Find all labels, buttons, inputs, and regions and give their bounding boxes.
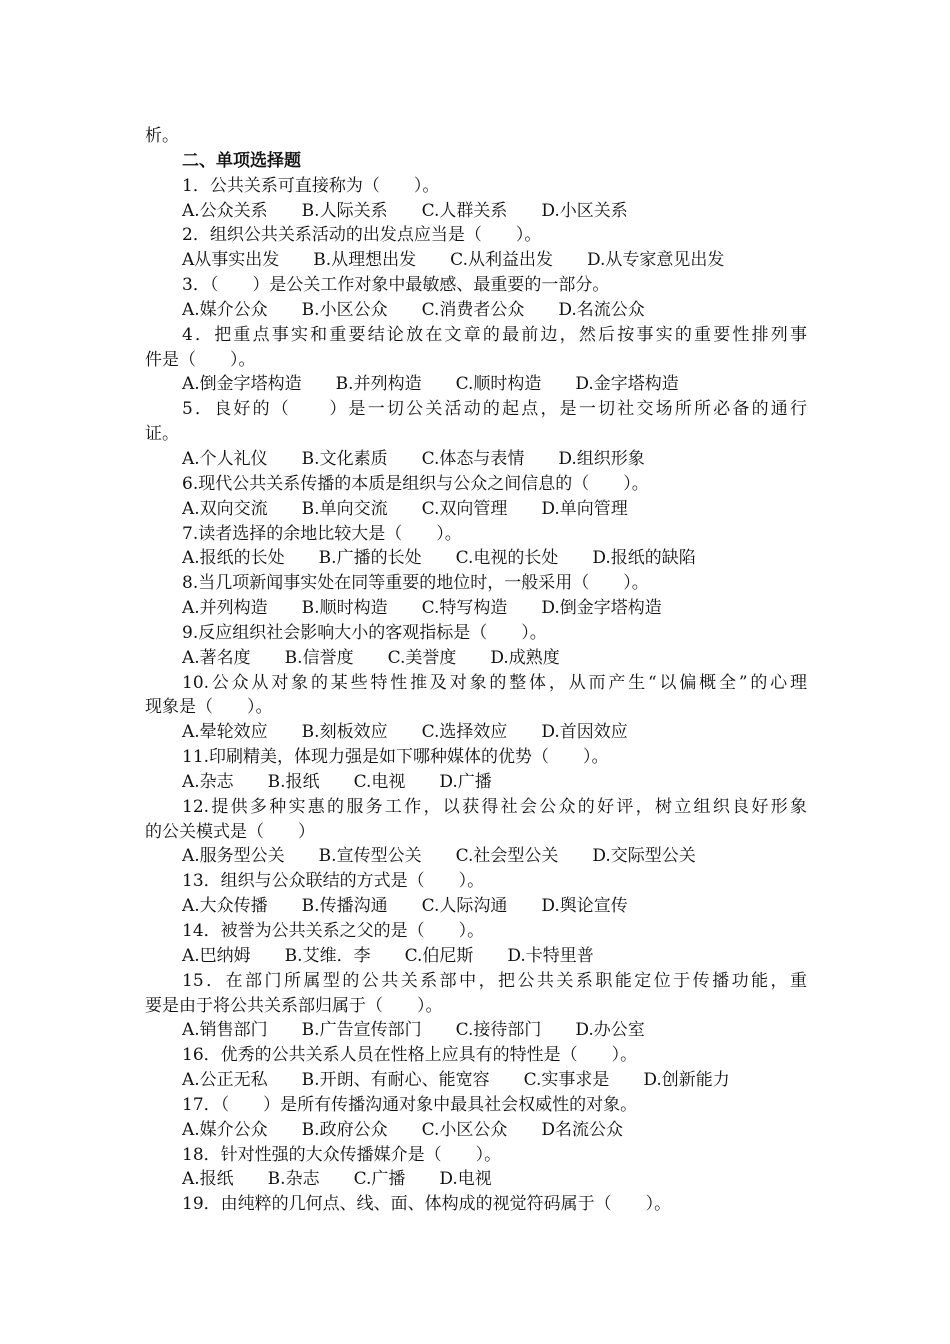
text-line: A.倒金字塔构造 B.并列构造 C.顺时构造 D.金字塔构造: [182, 374, 679, 395]
text-line: A.服务型公关 B.宣传型公关 C.社会型公关 D.交际型公关: [182, 846, 696, 867]
text-line: 4．把重点事实和重要结论放在文章的最前边，然后按事实的重要性排列事: [182, 324, 807, 345]
text-line: A.报纸的长处 B.广播的长处 C.电视的长处 D.报纸的缺陷: [182, 548, 696, 569]
text-line: 1．公共关系可直接称为（ ）。: [182, 175, 440, 196]
text-line: 12.提供多种实惠的服务工作，以获得社会公众的好评，树立组织良好形象: [182, 796, 807, 817]
text-line: 13．组织与公众联结的方式是（ ）。: [182, 871, 485, 892]
text-line: 3．（ ）是公关工作对象中最敏感、最重要的一部分。: [182, 275, 610, 296]
text-line: 现象是（ ）。: [145, 697, 273, 718]
document-body: [145, 124, 807, 1217]
text-line: A.晕轮效应 B.刻板效应 C.选择效应 D.首因效应: [182, 722, 628, 743]
text-line: A.双向交流 B.单向交流 C.双向管理 D.单向管理: [182, 498, 628, 519]
text-line: 14．被誉为公共关系之父的是（ ）。: [182, 921, 485, 941]
text-line: A.报纸 B.杂志 C.广播 D.电视: [182, 1169, 492, 1190]
text-line: 要是由于将公共关系部归属于（ ）。: [145, 995, 443, 1016]
text-line: 证。: [145, 424, 179, 445]
text-line: 7.读者选择的余地比较大是（ ）。: [182, 523, 462, 544]
text-line: A.个人礼仪 B.文化素质 C.体态与表情 D.组织形象: [182, 448, 645, 469]
text-line: 10.公众从对象的某些特性推及对象的整体，从而产生“以偏概全”的心理: [182, 672, 807, 693]
text-line: 2．组织公共关系活动的出发点应当是（ ）。: [182, 225, 542, 246]
text-line: 8.当几项新闻事实处在同等重要的地位时，一般采用（ ）。: [182, 573, 649, 594]
text-line: 6.现代公共关系传播的本质是组织与公众之间信息的（ ）。: [182, 473, 649, 494]
text-line: A.并列构造 B.顺时构造 C.特写构造 D.倒金字塔构造: [182, 598, 662, 619]
text-line: A.杂志 B.报纸 C.电视 D.广播: [182, 771, 492, 792]
text-line: A.著名度 B.信誉度 C.美誉度 D.成熟度: [182, 647, 560, 668]
text-line: 的公关模式是（ ）: [145, 821, 315, 842]
text-line: A.媒介公众 B.政府公众 C.小区公众 D名流公众: [182, 1119, 624, 1140]
text-line: 5．良好的（ ）是一切公关活动的起点，是一切社交场所所必备的通行: [182, 399, 807, 420]
text-line: 16．优秀的公共关系人员在性格上应具有的特性是（ ）。: [182, 1045, 638, 1066]
section-heading: 二、单项选择题: [182, 150, 301, 171]
text-line: A.大众传播 B.传播沟通 C.人际沟通 D.舆论宣传: [182, 896, 628, 917]
text-line: 15．在部门所属型的公共关系部中，把公共关系职能定位于传播功能，重: [182, 970, 807, 991]
text-line: A从事实出发 B.从理想出发 C.从利益出发 D.从专家意见出发: [182, 250, 725, 271]
text-line: 11.印刷精美，体现力强是如下哪种媒体的优势（ ）。: [182, 747, 609, 768]
text-line: 析。: [145, 126, 179, 146]
text-line: A.巴纳姆 B.艾维．李 C.伯尼斯 D.卡特里普: [182, 945, 594, 966]
text-line: 18．针对性强的大众传播媒介是（ ）。: [182, 1144, 502, 1165]
text-line: A.销售部门 B.广告宣传部门 C.接待部门 D.办公室: [182, 1020, 645, 1041]
text-line: 19．由纯粹的几何点、线、面、体构成的视觉符码属于（ ）。: [182, 1194, 672, 1215]
text-line: A.媒介公众 B.小区公众 C.消费者公众 D.名流公众: [182, 299, 645, 320]
text-line: A.公众关系 B.人际关系 C.人群关系 D.小区关系: [182, 200, 628, 221]
text-line: 件是（ ）。: [145, 349, 256, 370]
text-line: A.公正无私 B.开朗、有耐心、能宽容 C.实事求是 D.创新能力: [182, 1070, 730, 1091]
text-line: 17．（ ）是所有传播沟通对象中最具社会权威性的对象。: [182, 1094, 638, 1115]
text-line: 9.反应组织社会影响大小的客观指标是（ ）。: [182, 622, 547, 643]
